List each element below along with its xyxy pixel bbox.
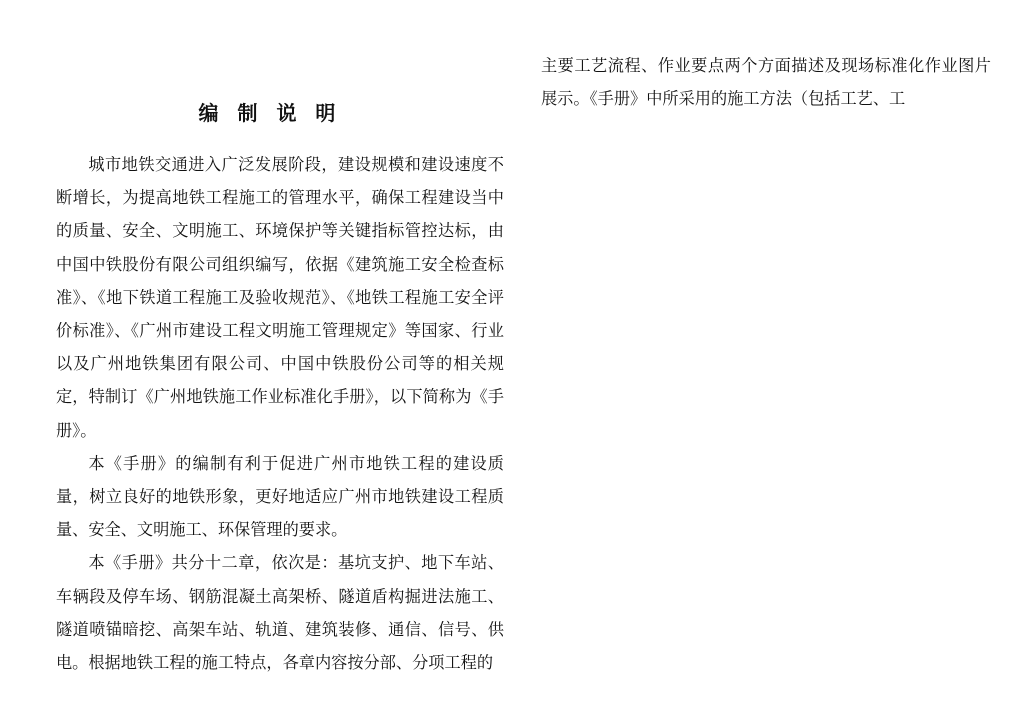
paragraph-background: 城市地铁交通进入广泛发展阶段，建设规模和建设速度不断增长，为提高地铁工程施工的管理水平，确保工程建设当中的质量、安全、文明施工、环境保护等关键指标管控达标，由中国中铁股份有限公司组织编写，依据《建筑施工安全检查标准》、《地下铁道工程施工及验收规范》、《地铁工程施工安全评价标准》、《广州市建设工程文明施工管理规定》等国家、行业以及广州地铁集团有限公司、中国中铁股份公司等的相关规定，特制订《广州地铁施工作业标准化手册》，以下简称为《手册》。 xyxy=(56,155,504,440)
paragraph-chapters: 本《手册》共分十二章，依次是：基坑支护、地下车站、车辆段及停车场、钢筋混凝土高架桥、隧道盾构掘进法施工、隧道喷锚暗挖、高架车站、轨道、建筑装修、通信、信号、供电。根据地铁工程的施工特点，各章内容按分部、分项工程的 xyxy=(56,553,504,673)
document-title: 编 制 说 明 xyxy=(198,101,342,125)
paragraph-purpose: 本《手册》的编制有利于促进广州市地铁工程的建设质量，树立良好的地铁形象，更好地适应广州市地铁建设工程质量、安全、文明施工、环保管理的要求。 xyxy=(56,453,504,540)
left-body-text xyxy=(56,148,504,679)
paragraph-continuation: 主要工艺流程、作业要点两个方面描述及现场标准化作业图片展示。《手册》中所采用的施工方法（包括工艺、工 xyxy=(541,56,991,109)
